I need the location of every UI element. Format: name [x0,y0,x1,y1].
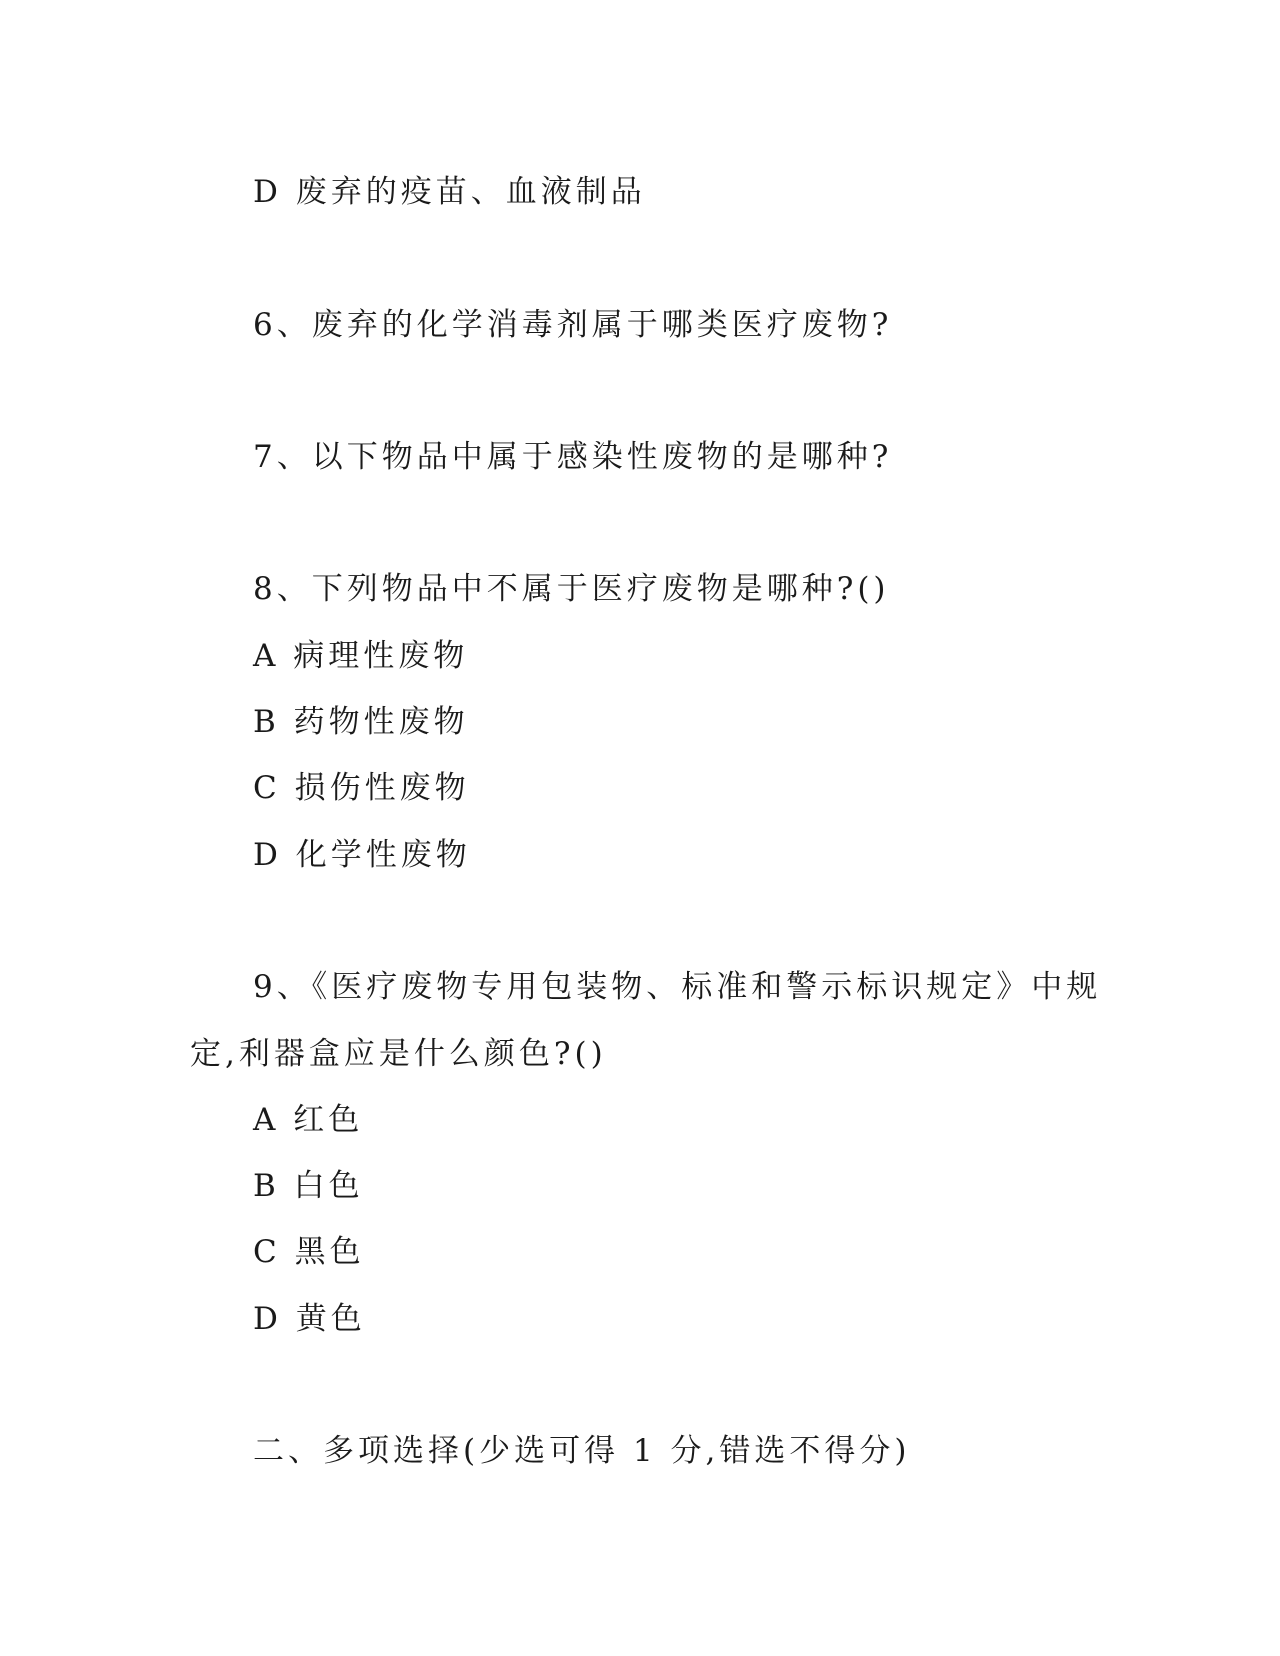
q9-option-d: D 黄色 [253,1301,366,1337]
q8-option-b: B 药物性废物 [253,704,469,740]
q8-option-c: C 损伤性废物 [253,770,470,806]
q9-option-c: C 黑色 [253,1234,365,1270]
question-6: 6、废弃的化学消毒剂属于哪类医疗废物? [253,307,893,343]
section-heading-multiple-choice: 二、多项选择(少选可得 1 分,错选不得分) [253,1433,911,1469]
question-9-continued: 定,利器盒应是什么颜色?() [190,1036,607,1072]
question-7: 7、以下物品中属于感染性废物的是哪种? [253,439,893,475]
question-9: 9、《医疗废物专用包装物、标准和警示标识规定》中规 [253,969,1102,1005]
question-8: 8、下列物品中不属于医疗废物是哪种?() [253,571,890,607]
q5-option-d: D 废弃的疫苗、血液制品 [253,174,646,210]
q9-option-a: A 红色 [253,1102,364,1138]
q9-option-b: B 白色 [253,1168,364,1204]
q8-option-a: A 病理性废物 [253,638,469,674]
q8-option-d: D 化学性废物 [253,837,471,873]
